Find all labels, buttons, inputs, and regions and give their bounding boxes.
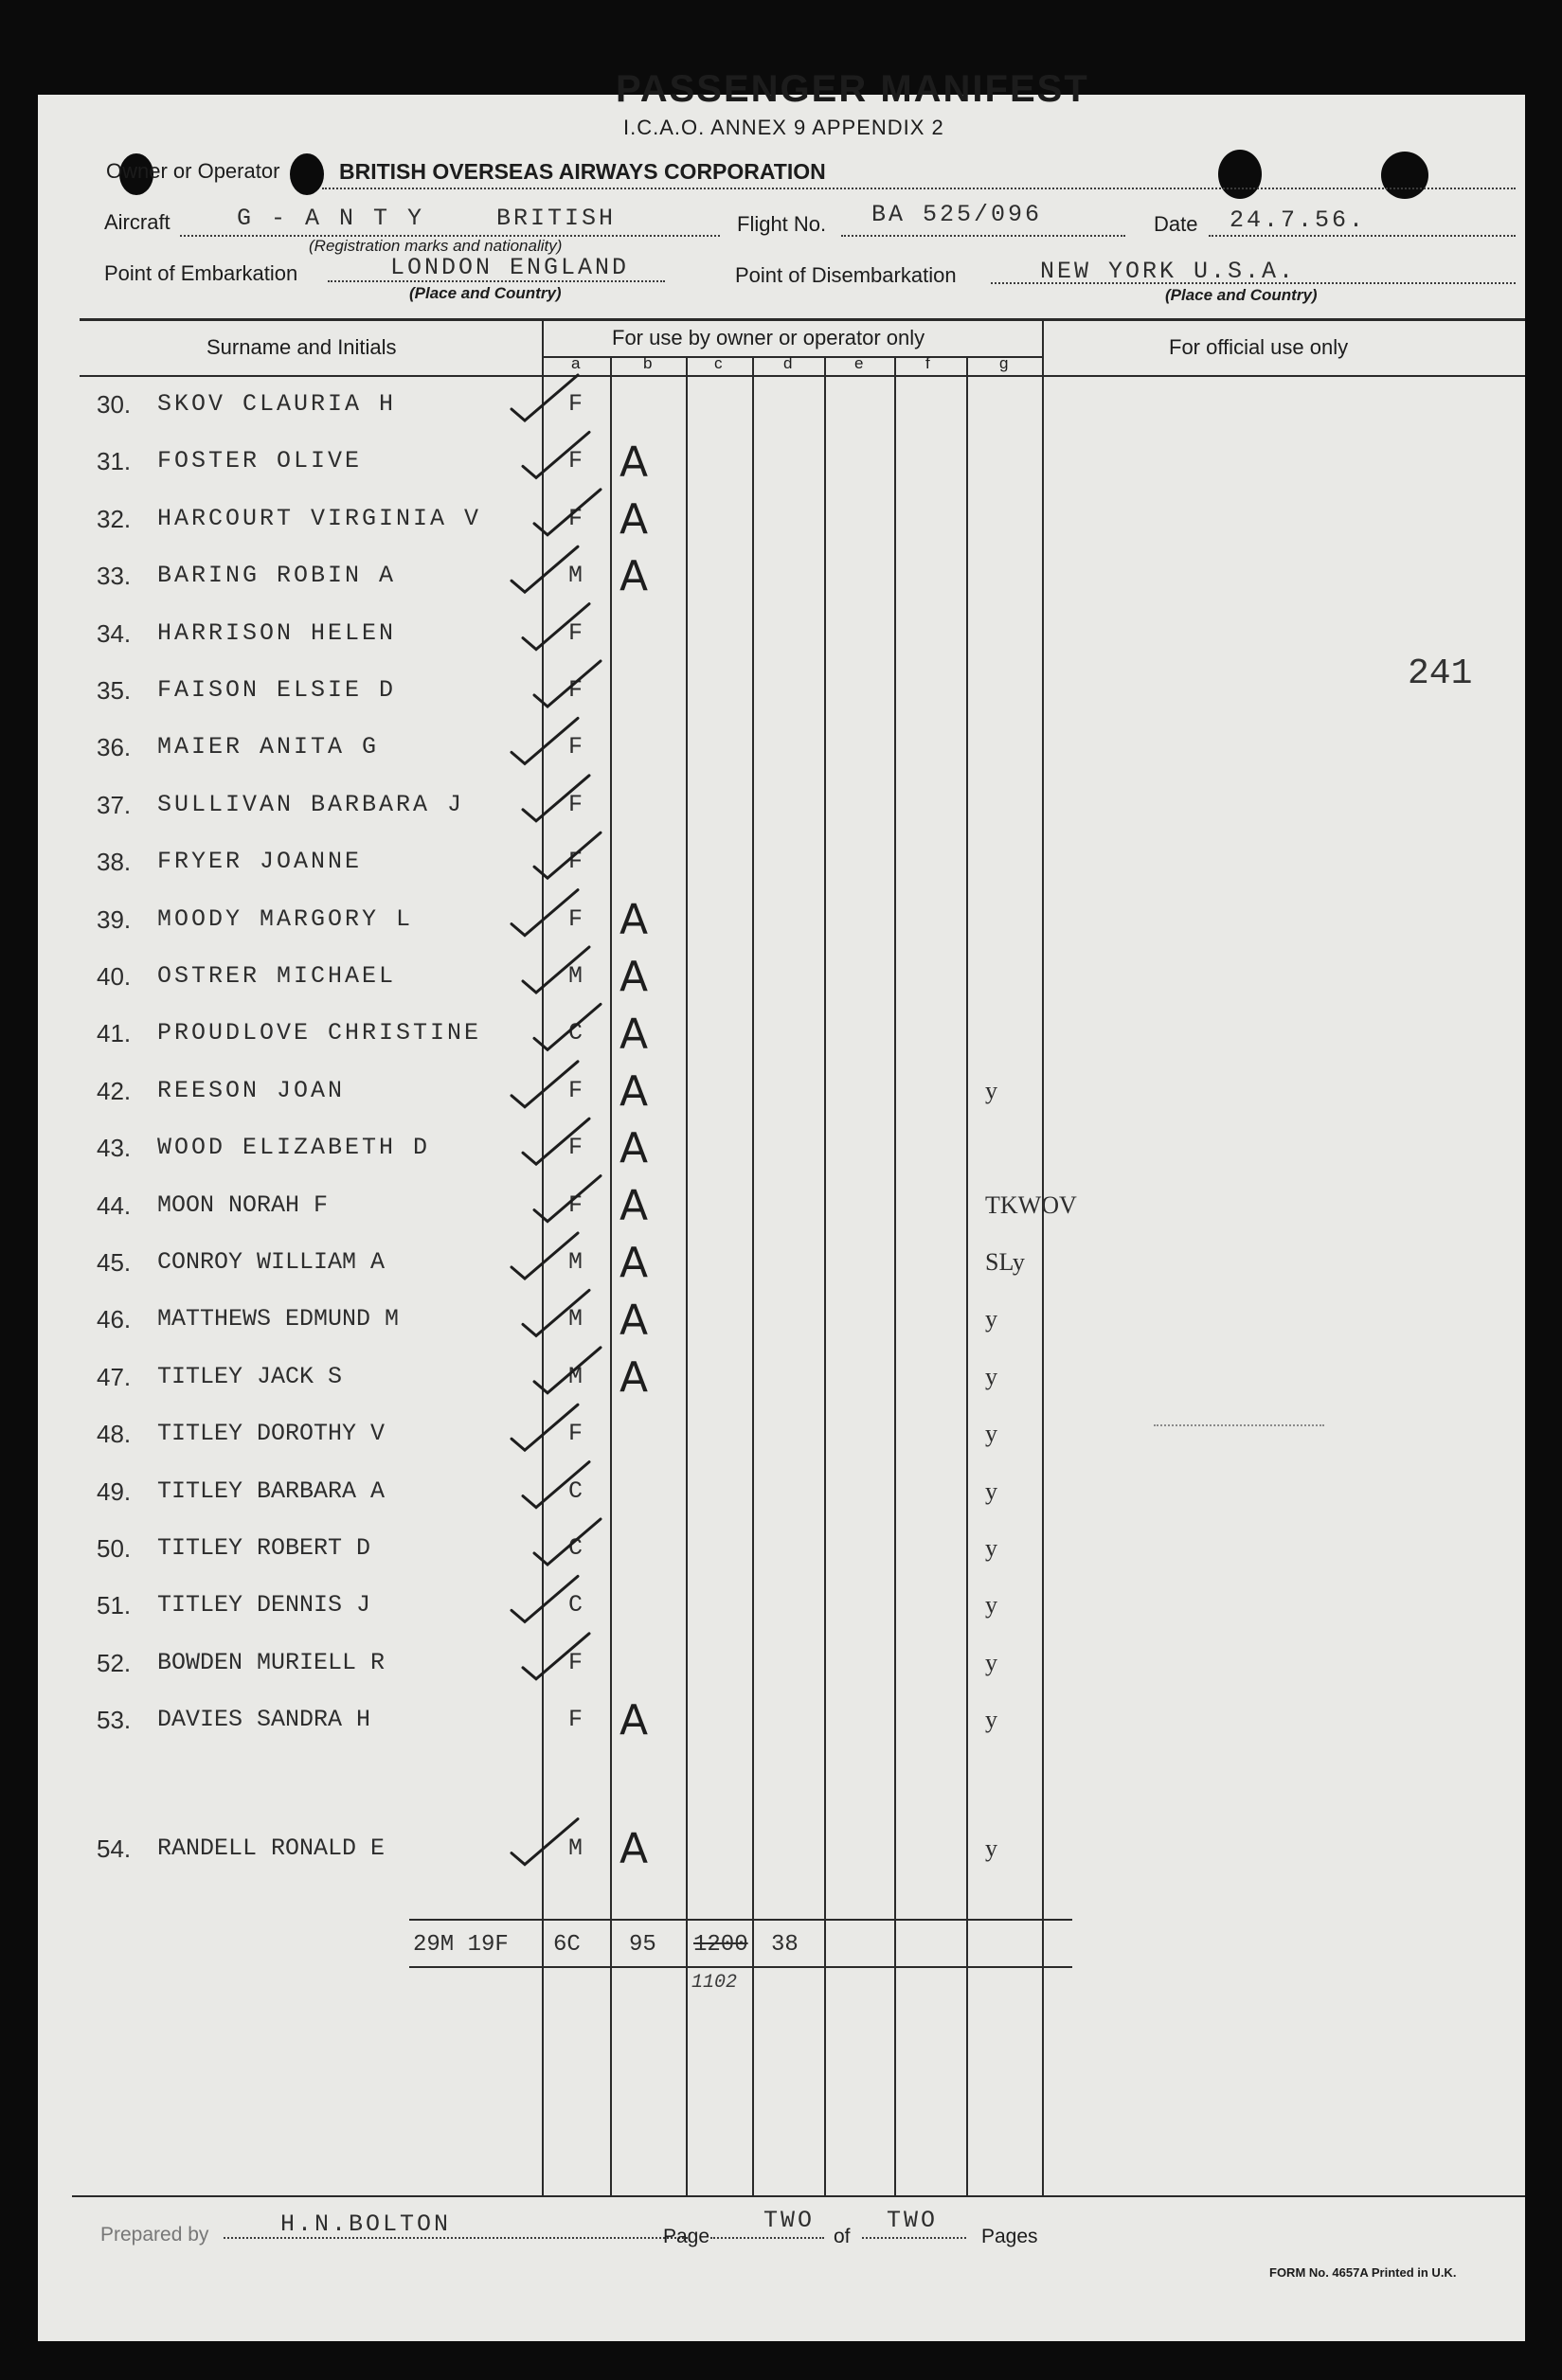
row-number: 49.	[97, 1476, 132, 1506]
passenger-name: TITLEY DENNIS J	[157, 1591, 371, 1619]
passenger-name: TITLEY DOROTHY V	[157, 1420, 386, 1448]
column-g-value: y	[985, 1591, 997, 1619]
column-g-value: y	[985, 1476, 997, 1505]
tick-mark	[512, 1819, 578, 1865]
sex-code: F	[568, 1076, 584, 1104]
row-number: 44.	[97, 1190, 132, 1220]
flight-number: BA 525/096	[871, 201, 1043, 228]
subcol-label-f: f	[925, 354, 930, 372]
sex-code: M	[568, 562, 584, 590]
passenger-name: MATTHEWS EDMUND M	[157, 1305, 400, 1333]
b-column-mark: A	[619, 552, 649, 601]
tick-mark	[523, 1118, 589, 1164]
passenger-name: MAIER ANITA G	[157, 733, 380, 761]
manifest-page	[38, 68, 1525, 2341]
tick-mark	[512, 718, 578, 763]
row-number: 33.	[97, 562, 132, 591]
sex-code: F	[568, 904, 584, 933]
passenger-name: HARCOURT VIRGINIA V	[157, 504, 482, 532]
tick-mark	[534, 490, 601, 535]
row-number: 32.	[97, 504, 132, 533]
row-number: 38.	[97, 848, 132, 877]
prepared-value: H.N.BOLTON	[280, 2210, 452, 2238]
passenger-name: WOOD ELIZABETH D	[157, 1134, 431, 1162]
sex-code: M	[568, 962, 584, 990]
page-label: Page	[663, 2226, 710, 2247]
passenger-name: HARRISON HELEN	[157, 618, 397, 647]
totals-d: 38	[771, 1932, 799, 1958]
tick-mark	[534, 1176, 601, 1222]
tick-mark	[512, 1233, 578, 1279]
tick-mark	[523, 432, 589, 477]
surname-header: Surname and Initials	[206, 335, 397, 359]
row-number: 34.	[97, 618, 132, 648]
sex-code: C	[568, 1534, 584, 1562]
prepared-label: Prepared by	[100, 2224, 209, 2246]
sex-code: M	[568, 1834, 584, 1862]
subcol-label-e: e	[854, 354, 864, 372]
sex-code: F	[568, 618, 584, 647]
row-number: 46.	[97, 1305, 132, 1334]
row-number: 47.	[97, 1362, 132, 1391]
column-g-value: y	[985, 1305, 997, 1333]
footer-rule	[72, 2195, 1525, 2197]
passenger-name: CONROY WILLIAM A	[157, 1248, 386, 1276]
form-number: FORM No. 4657A Printed in U.K.	[1269, 2265, 1457, 2280]
disembarkation-place: NEW YORK U.S.A.	[1040, 258, 1297, 285]
totals-c-correction: 1102	[691, 1972, 738, 1994]
official-use-header: For official use only	[1169, 335, 1349, 359]
embarkation-place: LONDON ENGLAND	[390, 254, 630, 281]
sex-code: F	[568, 733, 584, 761]
tick-mark	[523, 1634, 589, 1679]
row-number: 39.	[97, 904, 132, 934]
passenger-name: MOODY MARGORY L	[157, 904, 414, 933]
passenger-name: FOSTER OLIVE	[157, 447, 363, 475]
row-number: 52.	[97, 1648, 132, 1677]
b-column-mark: A	[619, 1696, 649, 1745]
b-column-mark: A	[619, 1824, 649, 1873]
row-number: 37.	[97, 790, 132, 819]
sex-code: F	[568, 390, 584, 418]
column-g-value: y	[985, 1534, 997, 1562]
tick-mark	[512, 1062, 578, 1107]
row-number: 43.	[97, 1134, 132, 1163]
row-number: 51.	[97, 1591, 132, 1620]
passenger-name: SULLIVAN BARBARA J	[157, 790, 465, 818]
b-column-mark: A	[619, 1124, 649, 1173]
column-g-value: y	[985, 1420, 997, 1448]
row-number: 53.	[97, 1706, 132, 1735]
passenger-name: DAVIES SANDRA H	[157, 1706, 371, 1734]
sex-code: F	[568, 676, 584, 704]
disembarkation-label: Point of Disembarkation	[735, 263, 957, 287]
row-number: 36.	[97, 733, 132, 762]
b-column-mark: A	[619, 1352, 649, 1402]
b-column-mark: A	[619, 1066, 649, 1116]
tick-mark	[523, 776, 589, 821]
page-value: TWO	[763, 2207, 816, 2234]
row-number: 31.	[97, 447, 132, 476]
tick-mark	[534, 1348, 601, 1393]
b-column-mark: A	[619, 1181, 649, 1230]
sex-code: F	[568, 1706, 584, 1734]
passenger-name: TITLEY ROBERT D	[157, 1534, 371, 1562]
passenger-name: MOON NORAH F	[157, 1190, 329, 1219]
tick-mark	[512, 1405, 578, 1450]
subcol-label-a: a	[571, 354, 581, 372]
tick-mark	[523, 947, 589, 993]
row-number: 50.	[97, 1534, 132, 1563]
passenger-name: REESON JOAN	[157, 1076, 346, 1104]
of-value: TWO	[887, 2207, 939, 2234]
row-number: 54.	[97, 1834, 132, 1863]
b-column-mark: A	[619, 1010, 649, 1059]
row-number: 41.	[97, 1019, 132, 1048]
tick-mark	[534, 1519, 601, 1565]
totals-b: 95	[629, 1932, 656, 1958]
column-g-value: y	[985, 1834, 997, 1862]
tick-mark	[523, 1462, 589, 1508]
sex-code: F	[568, 790, 584, 818]
row-number: 42.	[97, 1076, 132, 1105]
subcol-label-g: g	[999, 354, 1009, 372]
b-column-mark: A	[619, 1239, 649, 1287]
tick-mark	[523, 604, 589, 650]
b-column-mark: A	[619, 953, 649, 1001]
sex-code: M	[568, 1362, 584, 1390]
tick-mark	[512, 375, 578, 421]
tick-mark	[534, 832, 601, 878]
sex-code: C	[568, 1476, 584, 1505]
totals-a: 6C	[553, 1932, 581, 1958]
row-number: 45.	[97, 1248, 132, 1277]
tick-mark	[512, 890, 578, 936]
sex-code: M	[568, 1305, 584, 1333]
flight-label: Flight No.	[737, 212, 827, 236]
tick-mark	[523, 1290, 589, 1335]
sex-code: F	[568, 447, 584, 475]
official-number: 241	[1408, 653, 1473, 694]
row-number: 35.	[97, 676, 132, 705]
passenger-name: OSTRER MICHAEL	[157, 962, 397, 990]
passenger-name: BOWDEN MURIELL R	[157, 1648, 386, 1676]
date-label: Date	[1154, 212, 1198, 236]
hand-marks	[38, 95, 1525, 2341]
sex-code: F	[568, 1190, 584, 1219]
subcol-label-b: b	[643, 354, 653, 372]
owner-use-header: For use by owner or operator only	[612, 326, 925, 349]
passenger-name: FRYER JOANNE	[157, 848, 363, 876]
sex-code: F	[568, 848, 584, 876]
totals-c: 1200	[693, 1932, 748, 1958]
tick-mark	[512, 1576, 578, 1621]
sex-code: F	[568, 1134, 584, 1162]
b-column-mark: A	[619, 895, 649, 944]
b-column-mark: A	[619, 1296, 649, 1345]
aircraft-registration: G - A N T Y	[237, 205, 425, 232]
b-column-mark: A	[619, 438, 649, 487]
column-g-value: y	[985, 1076, 997, 1104]
form-subtitle: I.C.A.O. ANNEX 9 APPENDIX 2	[623, 116, 944, 139]
passenger-name: BARING ROBIN A	[157, 562, 397, 590]
tick-mark	[512, 546, 578, 592]
totals-label: 29M 19F	[413, 1932, 509, 1958]
embarkation-note: (Place and Country)	[409, 284, 562, 302]
passenger-name: FAISON ELSIE D	[157, 676, 397, 704]
b-column-mark: A	[619, 494, 649, 544]
sex-code: F	[568, 504, 584, 532]
of-label: of	[834, 2226, 851, 2247]
sex-code: C	[568, 1019, 584, 1047]
column-g-value: TKWOV	[985, 1190, 1077, 1219]
subcol-label-c: c	[714, 354, 723, 372]
row-number: 30.	[97, 390, 132, 419]
passenger-name: TITLEY JACK S	[157, 1362, 343, 1390]
sex-code: C	[568, 1591, 584, 1619]
passenger-name: TITLEY BARBARA A	[157, 1476, 386, 1505]
embarkation-label: Point of Embarkation	[104, 261, 298, 285]
aircraft-nationality: BRITISH	[496, 205, 617, 232]
sex-code: F	[568, 1648, 584, 1676]
column-g-value: y	[985, 1648, 997, 1676]
aircraft-label: Aircraft	[104, 210, 171, 234]
operator-name: BRITISH OVERSEAS AIRWAYS CORPORATION	[339, 159, 826, 184]
owner-label: Owner or Operator	[106, 159, 280, 183]
sex-code: M	[568, 1248, 584, 1276]
column-g-value: SLy	[985, 1248, 1025, 1276]
column-g-value: y	[985, 1362, 997, 1390]
date-value: 24.7.56.	[1230, 206, 1367, 234]
disembarkation-note: (Place and Country)	[1165, 286, 1318, 304]
sex-code: F	[568, 1420, 584, 1448]
pages-label: Pages	[981, 2226, 1038, 2247]
passenger-name: PROUDLOVE CHRISTINE	[157, 1019, 482, 1047]
row-number: 48.	[97, 1420, 132, 1449]
tick-mark	[534, 661, 601, 707]
registration-note: (Registration marks and nationality)	[309, 237, 563, 255]
tick-mark	[534, 1004, 601, 1049]
passenger-name: SKOV CLAURIA H	[157, 390, 397, 418]
passenger-name: RANDELL RONALD E	[157, 1834, 386, 1862]
column-g-value: y	[985, 1706, 997, 1734]
form-title: PASSENGER MANIFEST	[616, 68, 1089, 110]
row-number: 40.	[97, 962, 132, 991]
subcol-label-d: d	[783, 354, 793, 372]
